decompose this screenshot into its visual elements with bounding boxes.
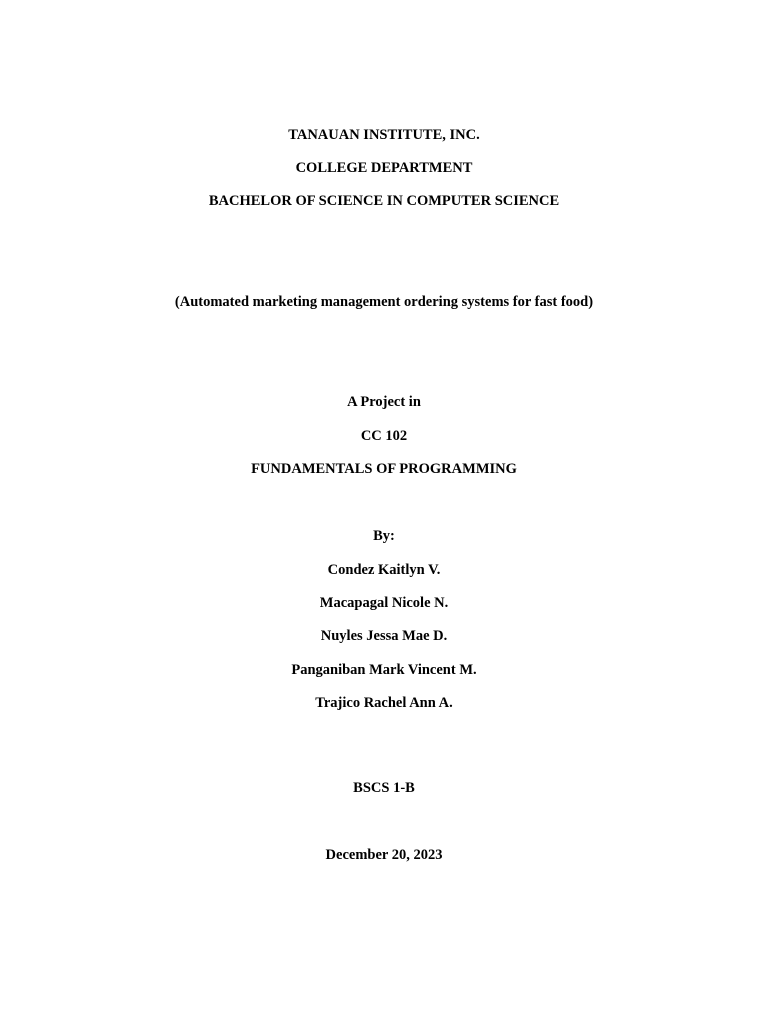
author-name: Macapagal Nicole N. [319,595,449,611]
course-name: FUNDAMENTALS OF PROGRAMMING [251,461,517,477]
program-name: BACHELOR OF SCIENCE IN COMPUTER SCIENCE [208,193,560,209]
department-name: COLLEGE DEPARTMENT [295,160,473,176]
submission-date: December 20, 2023 [325,847,443,863]
authors-label: By: [373,528,395,544]
section-label: BSCS 1-B [353,780,415,796]
author-name: Trajico Rachel Ann A. [315,695,453,711]
author-name: Nuyles Jessa Mae D. [320,628,448,644]
author-name: Condez Kaitlyn V. [327,562,441,578]
project-intro: A Project in [347,394,421,410]
author-name: Panganiban Mark Vincent M. [291,662,477,678]
project-title: (Automated marketing management ordering systems for fast food) [174,294,594,310]
institution-name: TANAUAN INSTITUTE, INC. [288,127,480,143]
course-code: CC 102 [360,428,408,444]
